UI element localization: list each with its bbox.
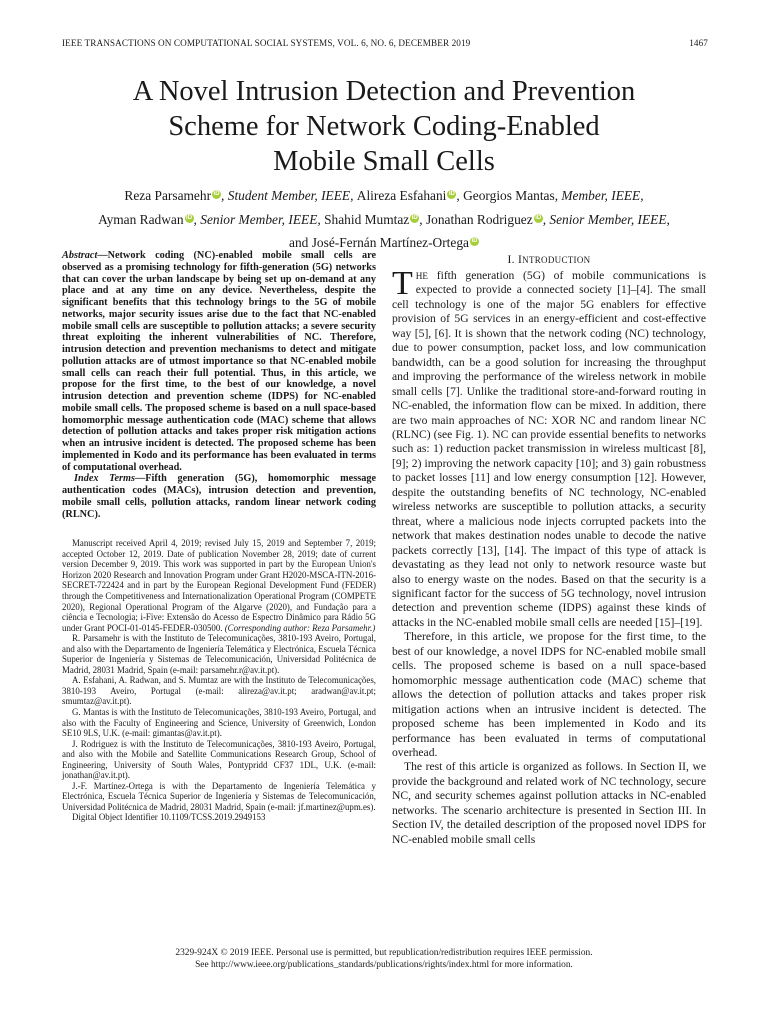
author-name: José-Fernán Martínez-Ortega [311, 235, 469, 250]
intro-paragraph-1: THE fifth generation (5G) of mobile communications is expected to provide a connected society [1]–[4]. The small cell technology is one of the major 5G enablers for effective provision of 5G services in an energy-efficient and cost-effective way [5], [6]. It is shown that the network coding (NC) technology, due to power consumption, packet loss, and low communication bandwidth, can be a good solution for increasing the throughput and improving the performance of the wireless network in mobile small cells [7]. Unlike the traditional store-and-forward routing in NC-enabled, the information flow can be mixed. In addition, there are two main approaches of NC: XOR NC and random linear NC (RLNC) (see Fig. 1). NC can provide essential benefits to networks such as: 1) reduction packet transmission in wireless multicast [8], [9]; 2) improving the network capacity [10]; and 3) gain robustness to packet losses [11] and low energy consumption [12]. However, despite the outstanding benefits of NC technology, NC-enabled wireless networks are susceptible to pollution attacks, a security threat, where a malicious node injects corrupted packets into the network that makes destination nodes unable to decode the native packets correctly [13], [14]. The impact of this type of attack is devastating as they lead not only to network resource waste but also to energy waste on the nodes. Based on that the security is a significant factor for the success of 5G technology, novel intrusion detection and prevention scheme (IDPS) against these kinds of attacks in the NC-enabled mobile small cells are needed [15]–[19]. [392, 265, 706, 629]
lead-in: HE [415, 271, 429, 281]
author-role: , Senior Member, IEEE, [193, 211, 325, 227]
affiliation-note: J. Rodriguez is with the Instituto de Telecomunicações, 3810-193 Aveiro, Portugal, and also with the Mobile and Satellite Communications Research Group, School of Engineering, University of South Wales, Pontypridd CF37 1DL, U.K. (e-mail: jonathan@av.it.pt). [62, 738, 376, 781]
affiliation-note: A. Esfahani, A. Radwan, and S. Mumtaz are with the Instituto de Telecomunicações, 3810-193 Aveiro, Portugal (e-mail: alireza@av.it.pt; aradwan@av.it.pt; smumtaz@av.it.pt). [62, 675, 376, 707]
author-list [62, 184, 706, 255]
title-line-2: Scheme for Network Coding-Enabled [168, 111, 600, 142]
drop-cap: T [392, 265, 413, 302]
author-line-2 [62, 208, 706, 232]
author-role: , Student Member, IEEE, [221, 188, 357, 203]
author-name: Alireza Esfahani [356, 188, 447, 203]
author-name: Jonathan Rodriguez [425, 211, 533, 227]
journal-name: IEEE TRANSACTIONS ON COMPUTATIONAL SOCIAL SYSTEMS, VOL. 6, NO. 6, DECEMBER 2019 [62, 38, 471, 48]
author-name: Reza Parsamehr [124, 188, 212, 203]
author-name: Ayman Radwan [98, 211, 184, 227]
footnotes [62, 538, 376, 823]
orcid-icon[interactable]: iD [535, 214, 542, 221]
author-name: Georgios Mantas, [463, 188, 562, 203]
author-role: , Senior Member, IEEE, [542, 211, 670, 227]
orcid-icon[interactable]: iD [448, 191, 455, 197]
rights-link-line[interactable]: See http://www.ieee.org/publications_standards/publications/rights/index.html for more information. [195, 960, 573, 970]
orcid-icon[interactable]: iD [471, 238, 478, 244]
running-header [62, 38, 708, 48]
right-column [392, 254, 706, 847]
abstract [62, 250, 376, 473]
abstract-text: —Network coding (NC)-enabled mobile small cells are observed as a promising technology for fifth-generation (5G) networks that can cover the urban landscape by being set up on-demand at any place and at any time on any device. Nevertheless, despite the significant benefits that this technology brings to the 5G of mobile networks, major security issues arise due to the fact that NC-enabled mobile small cells are susceptible to pollution attacks; a severe security threat exploiting the inherent vulnerabilities of NC. Therefore, intrusion detection and prevention mechanisms to detect and mitigate pollution attacks are of utmost importance so that NC-enabled mobile small cells can reach their full potential. Thus, in this article, we propose for the first time, to the best of our knowledge, a novel intrusion detection and prevention scheme (IDPS) for NC-enabled mobile small cells. The proposed scheme is based on a null space-based homomorphic message authentication code (MAC) scheme that allows detection of pollution attacks and takes proper risk mitigation actions when an intrusive incident is detected. The proposed scheme has been implemented in Kodo and its performance has been evaluated in terms of computational overhead. [62, 250, 376, 473]
affiliation-note: J.-F. Martínez-Ortega is with the Departamento de Ingeniería Telemática y Electrónica, Escuela Técnica Superior de Ingeniería y Sistemas de Telecomunicación, Universidad Politécnica de Madrid, 28031 Madrid, Spain (e-mail: jf.martinez@upm.es). [62, 780, 376, 812]
section-heading-introduction: I. INTRODUCTION [507, 254, 591, 266]
orcid-icon[interactable]: iD [186, 214, 193, 221]
title-line-3: Mobile Small Cells [273, 146, 495, 177]
author-separator: , [419, 211, 426, 227]
paper-title [60, 74, 708, 179]
author-name: Shahid Mumtaz [324, 211, 410, 227]
author-line-1 [62, 184, 706, 208]
manuscript-note: Manuscript received April 4, 2019; revised July 15, 2019 and September 7, 2019; accepted October 12, 2019. Date of publication November 28, 2019; date of current version December 9, 2019. This work was supported in part by the European Union's Horizon 2020 Research and Innovation Program under Grant H2020-MSCA-ITN-2016-SECRET-722424 and in part by the European Regional Development Fund (FEDER) through the Competitiveness and Internationalization Operational Program (COMPETE 2020), Regional Operational Program of the Algarve (2020), and Fundação para a ciência e Tecnologia; i-Five: Extensão do Acesso de Espectro Dinâmico para Rádio 5G under Grant POCI-01-0145-FEDER-030500. (Corresponding author: Reza Parsamehr.) [62, 538, 376, 633]
author-conjunction: and [289, 235, 312, 250]
affiliation-note: R. Parsamehr is with the Instituto de Telecomunicações, 3810-193 Aveiro, Portugal, and also with the Departamento de Ingeniería Telemática y Electrónica, Escuela Técnica Superior de Ingeniería y Sistemas de Telecomunicación, Universidad Politécnica de Madrid, 28031 Madrid, Spain (e-mail: parsamehr.r@av.it.pt). [62, 633, 376, 675]
index-terms-text: —Fifth generation (5G), homomorphic message authentication codes (MACs), intrusion detection and prevention, mobile small cells, pollution attacks, random linear network coding (RLNC). [62, 473, 376, 520]
abstract-label: Abstract [62, 250, 98, 261]
intro-paragraph-3: The rest of this article is organized as follows. In Section II, we provide the background and related work of NC technology, secure NC, and security schemes against pollution attacks in NC-enabled networks. The scenario architecture is presented in Section III. In Section IV, the detailed description of the proposed novel IDPS for NC-enabled mobile small cells [392, 760, 706, 846]
copyright-footer [0, 947, 768, 971]
author-separator: , [456, 188, 464, 203]
orcid-icon[interactable]: iD [411, 214, 418, 221]
index-terms-label: Index Terms [74, 473, 135, 485]
orcid-icon[interactable]: iD [213, 191, 220, 197]
index-terms [62, 473, 376, 520]
page-number: 1467 [689, 38, 708, 48]
doi-note: Digital Object Identifier 10.1109/TCSS.2019.2949153 [72, 812, 266, 823]
left-column [62, 250, 376, 823]
author-role: Member, IEEE, [561, 188, 644, 203]
corresponding-author: (Corresponding author: Reza Parsamehr.) [222, 622, 376, 633]
copyright-line: 2329-924X © 2019 IEEE. Personal use is permitted, but republication/redistribution requires IEEE permission. [175, 948, 593, 958]
intro-paragraph-2: Therefore, in this article, we propose for the first time, to the best of our knowledge, a novel IDPS for NC-enabled mobile small cells. The proposed scheme is based on a null space-based homomorphic message authentication code (MAC) scheme that allows the detection of pollution attacks and takes proper risk mitigation actions when an intrusive incident is detected. The proposed scheme has been implemented in Kodo and its performance has been evaluated in terms of computational overhead. [392, 630, 706, 759]
title-line-1: A Novel Intrusion Detection and Prevention [132, 76, 636, 107]
affiliation-note: G. Mantas is with the Instituto de Telecomunicações, 3810-193 Aveiro, Portugal, and also with the Faculty of Engineering and Science, University of Greenwich, London SE10 9LS, U.K. (e-mail: gimantas@av.it.pt). [62, 707, 376, 739]
